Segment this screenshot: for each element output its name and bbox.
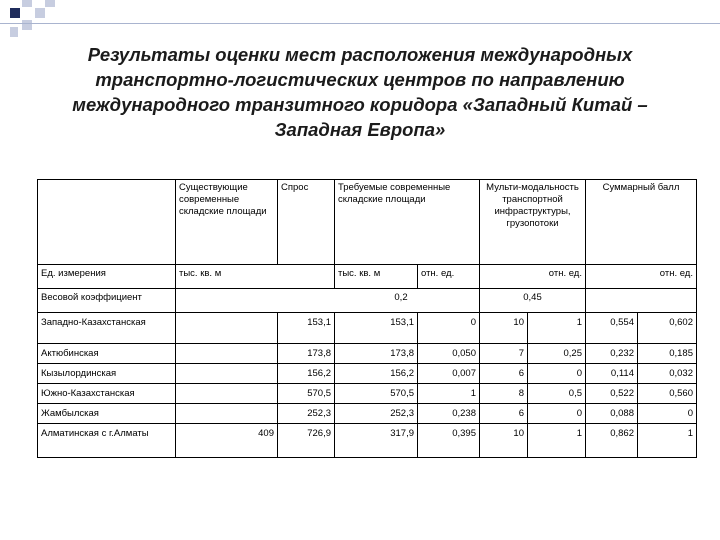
existing-cell: 409 (176, 424, 278, 458)
weight-multimodality: 0,45 (480, 289, 586, 313)
demand-cell: 726,9 (278, 424, 335, 458)
deco-square-light (22, 20, 32, 30)
region-name: Алматинская с г.Алматы (38, 424, 176, 458)
units-row (38, 265, 697, 289)
region-name: Кызылординская (38, 364, 176, 384)
table-row (38, 424, 697, 458)
existing-cell (176, 344, 278, 364)
required-cell: 153,1 (335, 313, 418, 344)
slide-title (30, 42, 690, 142)
required-score-cell: 0,007 (418, 364, 480, 384)
required-cell: 173,8 (335, 344, 418, 364)
title-line: Западная Европа» (274, 119, 446, 140)
header-empty-cell (38, 180, 176, 265)
score-b-cell: 1 (638, 424, 697, 458)
header-required: Требуемые современные складские площади (335, 180, 480, 265)
multi-score-cell: 0,5 (528, 384, 586, 404)
demand-cell: 173,8 (278, 344, 335, 364)
required-score-cell: 0,395 (418, 424, 480, 458)
multi-score-cell: 0 (528, 404, 586, 424)
slide-decoration (0, 0, 720, 40)
required-cell: 156,2 (335, 364, 418, 384)
units-label: Ед. измерения (38, 265, 176, 289)
score-a-cell: 0,522 (586, 384, 638, 404)
region-name: Жамбылская (38, 404, 176, 424)
units-total-empty (586, 265, 638, 289)
table-row (38, 313, 697, 344)
existing-cell (176, 404, 278, 424)
weight-row (38, 289, 697, 313)
table-row (38, 344, 697, 364)
required-score-cell: 1 (418, 384, 480, 404)
multi-cell: 10 (480, 313, 528, 344)
demand-cell: 252,3 (278, 404, 335, 424)
multi-cell: 8 (480, 384, 528, 404)
multi-cell: 7 (480, 344, 528, 364)
header-row (38, 180, 697, 265)
required-cell: 570,5 (335, 384, 418, 404)
units-existing-demand: тыс. кв. м (176, 265, 335, 289)
required-cell: 252,3 (335, 404, 418, 424)
score-a-cell: 0,862 (586, 424, 638, 458)
deco-square-light (10, 27, 18, 37)
score-a-cell: 0,554 (586, 313, 638, 344)
required-score-cell: 0,238 (418, 404, 480, 424)
score-b-cell: 0,032 (638, 364, 697, 384)
title-line: транспортно-логистических центров по направлению (95, 69, 625, 90)
required-cell: 317,9 (335, 424, 418, 458)
deco-square-light (35, 8, 45, 18)
multi-score-cell: 1 (528, 424, 586, 458)
demand-cell: 153,1 (278, 313, 335, 344)
multi-cell: 6 (480, 364, 528, 384)
header-existing: Существующие современные складские площади (176, 180, 278, 265)
region-name: Западно-Казахстанская (38, 313, 176, 344)
units-multi-empty (480, 265, 528, 289)
results-table (37, 179, 697, 458)
multi-score-cell: 0,25 (528, 344, 586, 364)
score-b-cell: 0,602 (638, 313, 697, 344)
existing-cell (176, 313, 278, 344)
score-b-cell: 0 (638, 404, 697, 424)
score-b-cell: 0,560 (638, 384, 697, 404)
units-required: тыс. кв. м (335, 265, 418, 289)
multi-cell: 10 (480, 424, 528, 458)
table-row (38, 384, 697, 404)
multi-score-cell: 0 (528, 364, 586, 384)
weight-label: Весовой коэффициент (38, 289, 176, 313)
header-multimodality: Мульти-модальность транспортной инфраструктуры, грузопотоки (480, 180, 586, 265)
deco-square-light (45, 0, 55, 7)
units-required-score: отн. ед. (418, 265, 480, 289)
demand-cell: 570,5 (278, 384, 335, 404)
existing-cell (176, 364, 278, 384)
score-a-cell: 0,088 (586, 404, 638, 424)
deco-square-dark (10, 8, 20, 18)
deco-square-light (22, 0, 32, 7)
deco-line (0, 23, 720, 24)
weight-required: 0,2 (176, 289, 480, 313)
table-row (38, 364, 697, 384)
title-line: Результаты оценки мест расположения международных (87, 44, 633, 65)
required-score-cell: 0 (418, 313, 480, 344)
header-total: Суммарный балл (586, 180, 697, 265)
units-multi-score: отн. ед. (528, 265, 586, 289)
region-name: Южно-Казахстанская (38, 384, 176, 404)
title-line: международного транзитного коридора «Западный Китай – (72, 94, 648, 115)
score-a-cell: 0,232 (586, 344, 638, 364)
multi-score-cell: 1 (528, 313, 586, 344)
score-a-cell: 0,114 (586, 364, 638, 384)
header-demand: Спрос (278, 180, 335, 265)
required-score-cell: 0,050 (418, 344, 480, 364)
weight-total-empty (586, 289, 697, 313)
existing-cell (176, 384, 278, 404)
score-b-cell: 0,185 (638, 344, 697, 364)
multi-cell: 6 (480, 404, 528, 424)
units-total: отн. ед. (638, 265, 697, 289)
demand-cell: 156,2 (278, 364, 335, 384)
region-name: Актюбинская (38, 344, 176, 364)
table-row (38, 404, 697, 424)
